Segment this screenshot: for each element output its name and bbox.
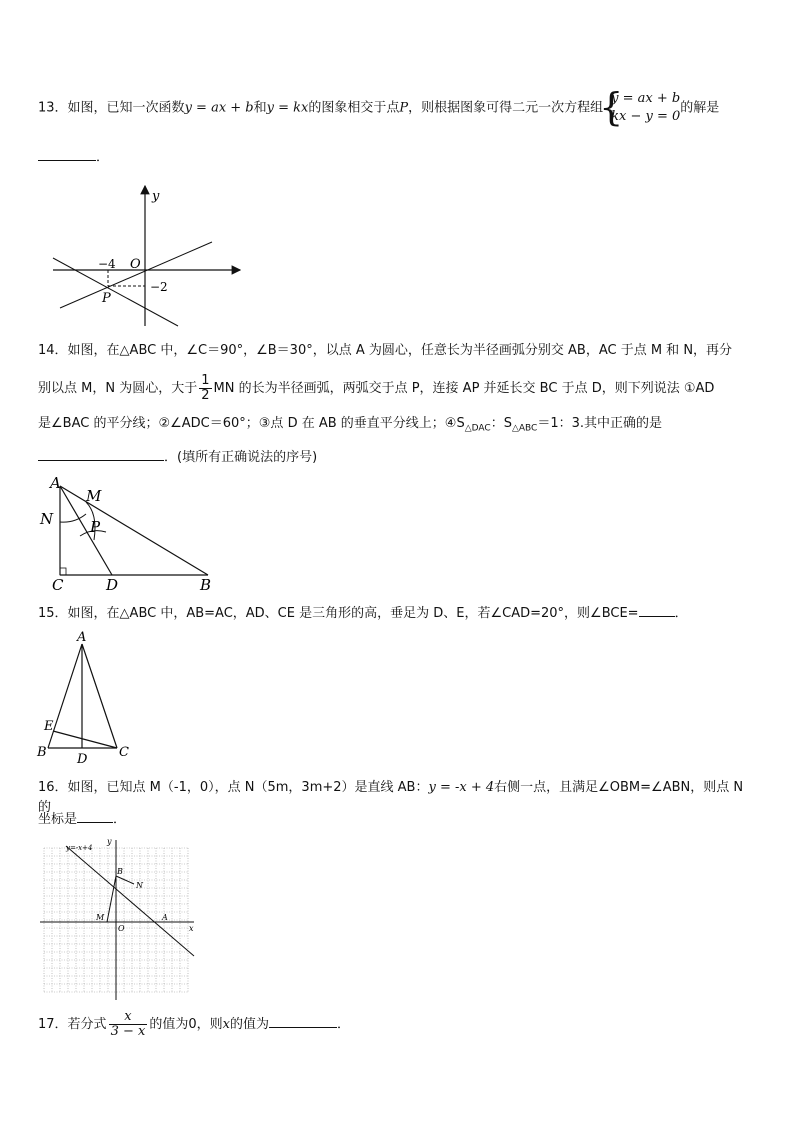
q17-text-2: 的值为 bbox=[149, 1017, 189, 1032]
q14-sub-1: △DAC bbox=[464, 423, 491, 434]
q14-fraction-num: 1 bbox=[201, 373, 210, 388]
q14-answer-blank[interactable] bbox=[38, 446, 164, 461]
q14-label-b: B bbox=[200, 576, 212, 592]
q13-system-eq-2: kx − y = 0 bbox=[611, 109, 681, 124]
q15-label-e: E bbox=[44, 719, 54, 734]
q13-label-neg4: −4 bbox=[98, 257, 116, 271]
q15-number: 15． bbox=[38, 606, 68, 621]
q14-line-4: ．(填所有正确说法的序号) bbox=[164, 450, 318, 465]
q16-label-m: M bbox=[96, 913, 105, 922]
q16-label-b: B bbox=[117, 867, 123, 876]
q16-label-n: N bbox=[136, 881, 143, 890]
q14-label-n: N bbox=[40, 510, 54, 528]
q17-text-4: 的值为 bbox=[229, 1017, 269, 1032]
q16-label-equation: y=-x+4 bbox=[66, 844, 93, 852]
q13-end: ． bbox=[96, 150, 110, 165]
q15-label-a: A bbox=[77, 630, 87, 645]
q13-point: P bbox=[399, 100, 409, 116]
q13-line-kx bbox=[60, 242, 212, 308]
q16-number: 16． bbox=[38, 780, 68, 795]
q14-row-4 bbox=[38, 446, 760, 468]
q17-text-3: ，则 bbox=[196, 1017, 223, 1032]
question-15 bbox=[38, 602, 760, 624]
q13-label-neg2: −2 bbox=[150, 280, 168, 294]
q14-row-3 bbox=[38, 414, 760, 439]
q16-label-y: y bbox=[107, 838, 112, 846]
q15-label-c: C bbox=[119, 745, 129, 760]
q14-arc-mn bbox=[60, 514, 86, 522]
q15-altitude-ce bbox=[53, 731, 117, 748]
q13-label-o: O bbox=[130, 257, 141, 272]
q16-label-o: O bbox=[118, 924, 125, 933]
q13-formula-2: y = kx bbox=[266, 100, 309, 116]
q14-line-2b: MN 的长为半径画弧，两弧交于点 P，连接 AP 并延长交 BC 于点 D，则下列说法 ①AD bbox=[213, 381, 715, 396]
q16-row-2 bbox=[38, 808, 760, 830]
q15-figure bbox=[34, 628, 134, 768]
q16-text-3: 坐标是 bbox=[38, 812, 78, 827]
q14-label-c: C bbox=[52, 576, 64, 592]
q13-label-y: y bbox=[152, 189, 160, 204]
q14-label-m: M bbox=[86, 487, 102, 505]
q14-fraction-den: 2 bbox=[201, 388, 210, 403]
q16-line-ab bbox=[66, 846, 194, 956]
q14-number: 14． bbox=[38, 343, 68, 358]
q15-answer-blank[interactable] bbox=[639, 602, 675, 617]
q17-zero: 0 bbox=[188, 1017, 197, 1032]
q15-end: ． bbox=[674, 606, 688, 621]
q13-text-5: 的解是 bbox=[680, 100, 720, 116]
q14-line-3b: ：S bbox=[490, 416, 512, 431]
q14-sub-2: △ABC bbox=[511, 423, 538, 434]
q13-label-p: P bbox=[102, 291, 111, 306]
q16-label-a: A bbox=[162, 913, 168, 922]
q17-fraction-den: 3 − x bbox=[110, 1024, 146, 1039]
q16-answer-blank[interactable] bbox=[77, 808, 113, 823]
q14-side-ab bbox=[60, 486, 208, 575]
q14-line-3c: ＝1：3.其中正确的是 bbox=[537, 416, 663, 431]
q15-label-b: B bbox=[37, 745, 47, 760]
q15-side-ac bbox=[82, 644, 117, 748]
q14-figure bbox=[36, 474, 226, 592]
q16-text-2: 右侧一点，且满足∠OBM=∠ABN，则点 N 的 bbox=[38, 780, 744, 815]
q16-segment-bn bbox=[116, 876, 134, 884]
q17-text-1: 若分式 bbox=[67, 1017, 107, 1032]
q13-text-3: 的图象相交于点 bbox=[308, 100, 400, 116]
q14-line-3a: 是∠BAC 的平分线；②∠ADC＝60°；③点 D 在 AB 的垂直平分线上；④S bbox=[38, 416, 465, 431]
q13-answer-blank[interactable] bbox=[38, 146, 96, 161]
q14-line-1: 如图，在△ABC 中，∠C＝90°，∠B＝30°，以点 A 为圆心，任意长为半径画弧分别交 AB，AC 于点 M 和 N，再分 bbox=[67, 343, 733, 358]
q13-text-2: 和 bbox=[253, 100, 267, 116]
q13-formula-1: y = ax + b bbox=[184, 100, 254, 116]
q13-answer-line bbox=[38, 146, 760, 168]
q14-label-d: D bbox=[106, 576, 119, 592]
q17-variable: x bbox=[222, 1017, 230, 1032]
q13-text-4: ，则根据图象可得二元一次方程组 bbox=[408, 100, 604, 116]
q16-end: ． bbox=[113, 812, 127, 827]
q16-formula: y = -x + 4 bbox=[428, 780, 495, 795]
q16-label-x: x bbox=[189, 924, 194, 933]
q13-number: 13． bbox=[38, 100, 68, 116]
question-13 bbox=[38, 90, 760, 126]
q17-number: 17． bbox=[38, 1017, 68, 1032]
q17-fraction bbox=[109, 1010, 148, 1039]
q14-row-2 bbox=[38, 374, 760, 403]
q16-figure bbox=[36, 838, 198, 1002]
q17-answer-blank[interactable] bbox=[269, 1013, 337, 1028]
q14-label-a: A bbox=[50, 474, 61, 492]
q13-text-1: 如图，已知一次函数 bbox=[67, 100, 185, 116]
q16-text-1: 如图，已知点 M（-1，0），点 N（5m，3m+2）是直线 AB： bbox=[67, 780, 429, 795]
q15-text: 如图，在△ABC 中，AB=AC，AD、CE 是三角形的高，垂足为 D、E，若∠CAD=20°，则∠BCE= bbox=[67, 606, 639, 621]
q14-label-p: P bbox=[90, 518, 101, 536]
q13-equation-system bbox=[603, 90, 680, 126]
q17-fraction-num: x bbox=[109, 1010, 148, 1025]
q17-end: ． bbox=[337, 1017, 351, 1032]
q15-label-d: D bbox=[77, 752, 88, 767]
q14-fraction bbox=[199, 374, 211, 403]
question-14 bbox=[38, 341, 760, 361]
q13-system-eq-1: { y = ax + b bbox=[611, 91, 681, 106]
q13-figure bbox=[50, 180, 250, 330]
question-17 bbox=[38, 1010, 760, 1039]
q14-right-angle bbox=[60, 568, 66, 575]
q14-line-2a: 别以点 M，N 为圆心，大于 bbox=[38, 381, 198, 396]
